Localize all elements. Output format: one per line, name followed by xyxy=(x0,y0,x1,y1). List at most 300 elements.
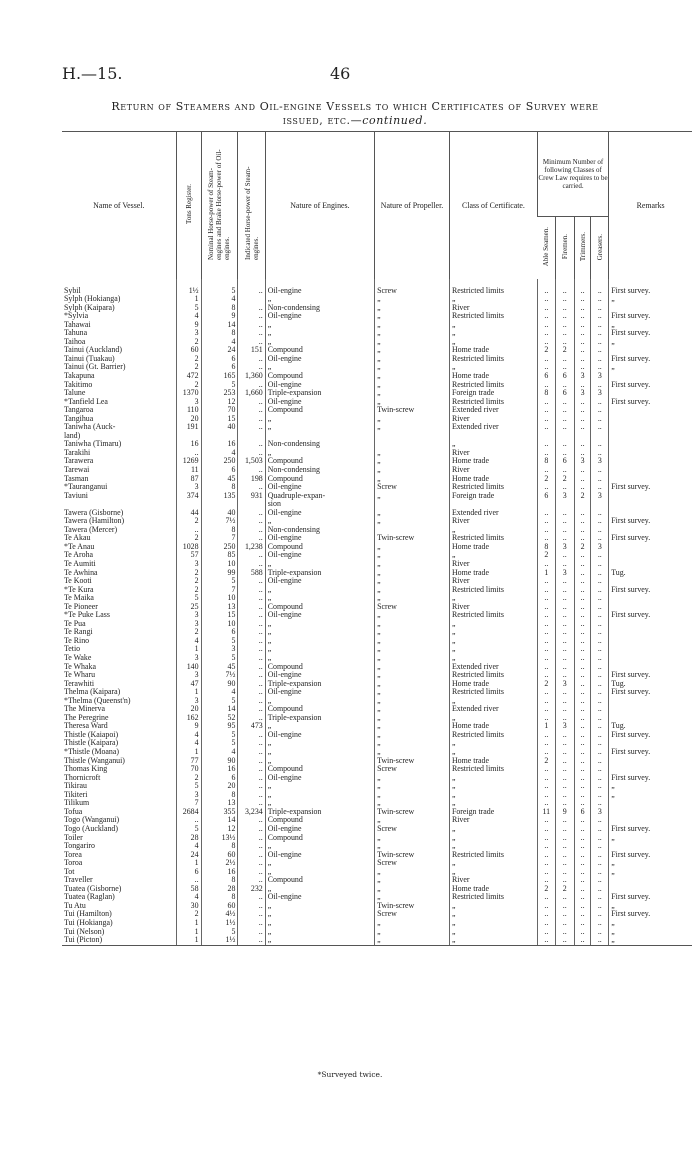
cell-propeller: Twin-screw xyxy=(375,757,450,766)
cell-remarks: „ xyxy=(609,868,692,877)
cell-remarks xyxy=(609,654,692,663)
cell-remarks: „ xyxy=(609,295,692,304)
cell-remarks: First survey. xyxy=(609,688,692,697)
table-row xyxy=(62,509,692,518)
cell-remarks: „ xyxy=(609,936,692,945)
cell-able-seamen: .. xyxy=(537,423,555,432)
col-greasers-label: Greasers. xyxy=(595,233,604,260)
col-tons-label: Tons Register. xyxy=(184,184,193,225)
table-row xyxy=(62,919,692,928)
cell-nominal-hp: 4 xyxy=(201,688,238,697)
cell-remarks xyxy=(609,304,692,313)
cell-trimmers: .. xyxy=(574,765,591,774)
cell-trimmers: .. xyxy=(574,645,591,654)
cell-nominal-hp: 4½ xyxy=(201,910,238,919)
cell-vessel-name: Togo (Auckland) xyxy=(64,824,119,833)
cell-greasers: .. xyxy=(591,910,609,919)
cell-greasers: .. xyxy=(591,594,609,603)
cell-able-seamen: 1 xyxy=(537,569,555,578)
cell-firemen: .. xyxy=(555,295,574,304)
cell-indicated-hp: .. xyxy=(238,842,265,851)
cell-propeller: „ xyxy=(375,893,450,902)
cell-propeller: „ xyxy=(375,423,450,432)
cell-propeller: „ xyxy=(375,645,450,654)
cell-certificate: Extended river xyxy=(449,406,537,415)
cell-engines: Triple-expansion xyxy=(265,714,374,723)
cell-tons: 3 xyxy=(176,483,201,492)
cell-indicated-hp: .. xyxy=(238,705,265,714)
cell-indicated-hp: .. xyxy=(238,893,265,902)
cell-trimmers: .. xyxy=(574,449,591,458)
cell-certificate: „ xyxy=(449,551,537,560)
table-row xyxy=(62,449,692,458)
cell-tons: 162 xyxy=(176,714,201,723)
cell-vessel-name: Tui (Nelson) xyxy=(64,927,105,936)
cell-nominal-hp: 13 xyxy=(201,603,238,612)
cell-indicated-hp: .. xyxy=(238,287,265,296)
cell-certificate: „ xyxy=(449,329,537,338)
cell-indicated-hp: .. xyxy=(238,338,265,347)
cell-propeller: „ xyxy=(375,475,450,484)
cell-certificate: River xyxy=(449,415,537,424)
cell-tons: 472 xyxy=(176,372,201,381)
cell-propeller: „ xyxy=(375,329,450,338)
cell-nominal-hp: 5 xyxy=(201,287,238,296)
table-row xyxy=(62,543,692,552)
cell-indicated-hp: .. xyxy=(238,312,265,321)
cell-greasers: .. xyxy=(591,714,609,723)
cell-indicated-hp: .. xyxy=(238,586,265,595)
cell-vessel-name: The Peregrine xyxy=(64,713,109,722)
cell-certificate: River xyxy=(449,449,537,458)
cell-trimmers: .. xyxy=(574,902,591,911)
cell-firemen: .. xyxy=(555,697,574,706)
cell-able-seamen: 6 xyxy=(537,492,555,501)
col-indicated-hp-header xyxy=(238,132,265,279)
cell-tons: 1 xyxy=(176,928,201,937)
cell-greasers: .. xyxy=(591,287,609,296)
cell-trimmers: .. xyxy=(574,569,591,578)
cell-greasers: 3 xyxy=(591,543,609,552)
cell-engines: „ xyxy=(265,799,374,808)
cell-nominal-hp: 5 xyxy=(201,654,238,663)
cell-trimmers: .. xyxy=(574,594,591,603)
cell-engines: „ xyxy=(265,902,374,911)
cell-remarks xyxy=(609,457,692,466)
col-trimmers-label: Trimmers. xyxy=(578,232,587,262)
table-row xyxy=(62,774,692,783)
col-nominal-hp-label: Nominal Horse-power of Steam-engines and Brake Horse-power of Oil-engines. xyxy=(207,149,232,261)
cell-engines: Oil-engine xyxy=(265,398,374,407)
cell-propeller: „ xyxy=(375,560,450,569)
cell-engines: Non-condensing xyxy=(265,466,374,475)
cell-trimmers: .. xyxy=(574,697,591,706)
cell-firemen: .. xyxy=(555,577,574,586)
cell-trimmers: .. xyxy=(574,398,591,407)
cell-greasers: .. xyxy=(591,757,609,766)
cell-certificate: Home trade xyxy=(449,372,537,381)
cell-indicated-hp: .. xyxy=(238,381,265,390)
cell-propeller: Screw xyxy=(375,765,450,774)
cell-trimmers: .. xyxy=(574,928,591,937)
cell-propeller xyxy=(375,440,450,449)
cell-tons xyxy=(176,500,201,509)
cell-remarks: First survey. xyxy=(609,731,692,740)
table-row xyxy=(62,868,692,877)
cell-vessel-name: Tangihua xyxy=(64,414,94,423)
cell-able-seamen: .. xyxy=(537,748,555,757)
col-indicated-hp-label: Indicated Horse-power of Steam-engines. xyxy=(243,166,260,261)
table-row xyxy=(62,859,692,868)
cell-greasers: .. xyxy=(591,355,609,364)
cell-nominal-hp: 14 xyxy=(201,321,238,330)
cell-nominal-hp: 52 xyxy=(201,714,238,723)
cell-nominal-hp: 8 xyxy=(201,526,238,535)
cell-propeller: „ xyxy=(375,449,450,458)
cell-engines: Compound xyxy=(265,765,374,774)
cell-indicated-hp: .. xyxy=(238,757,265,766)
cell-firemen: .. xyxy=(555,731,574,740)
cell-engines: „ xyxy=(265,415,374,424)
cell-greasers: .. xyxy=(591,440,609,449)
cell-able-seamen: .. xyxy=(537,739,555,748)
cell-vessel-name: Tahawai xyxy=(64,320,91,329)
cell-trimmers: .. xyxy=(574,885,591,894)
cell-propeller: Screw xyxy=(375,859,450,868)
cell-vessel-name: Tangaroa xyxy=(64,406,94,415)
cell-trimmers xyxy=(574,432,591,441)
cell-indicated-hp: .. xyxy=(238,868,265,877)
page-number: 46 xyxy=(330,64,351,83)
col-able-seamen-header xyxy=(537,217,555,279)
cell-greasers: .. xyxy=(591,551,609,560)
cell-vessel-name: Taihoa xyxy=(64,337,86,346)
cell-remarks xyxy=(609,526,692,535)
cell-indicated-hp: .. xyxy=(238,423,265,432)
cell-propeller: „ xyxy=(375,714,450,723)
cell-vessel-name: Tawera (Mercer) xyxy=(64,525,118,534)
cell-propeller: „ xyxy=(375,748,450,757)
cell-nominal-hp: 24 xyxy=(201,346,238,355)
cell-engines: Compound xyxy=(265,705,374,714)
cell-remarks xyxy=(609,705,692,714)
cell-engines: Compound xyxy=(265,876,374,885)
cell-vessel-name: *Sylvia xyxy=(64,312,89,321)
cell-able-seamen: .. xyxy=(537,466,555,475)
cell-certificate: „ xyxy=(449,654,537,663)
cell-indicated-hp: .. xyxy=(238,551,265,560)
cell-vessel-name: Togo (Wanganui) xyxy=(64,816,120,825)
cell-remarks: First survey. xyxy=(609,893,692,902)
cell-vessel-name: Theresa Ward xyxy=(64,722,108,731)
cell-firemen: .. xyxy=(555,440,574,449)
cell-indicated-hp: 1,503 xyxy=(238,457,265,466)
cell-engines: Oil-engine xyxy=(265,671,374,680)
cell-certificate: „ xyxy=(449,748,537,757)
cell-able-seamen: .. xyxy=(537,816,555,825)
cell-able-seamen: .. xyxy=(537,321,555,330)
cell-engines: „ xyxy=(265,842,374,851)
cell-greasers: .. xyxy=(591,569,609,578)
cell-greasers: 3 xyxy=(591,492,609,501)
cell-able-seamen: .. xyxy=(537,765,555,774)
cell-trimmers: .. xyxy=(574,338,591,347)
table-row xyxy=(62,748,692,757)
cell-greasers: .. xyxy=(591,697,609,706)
table-row xyxy=(62,936,692,945)
cell-firemen: .. xyxy=(555,355,574,364)
cell-trimmers: .. xyxy=(574,406,591,415)
cell-propeller: „ xyxy=(375,363,450,372)
cell-able-seamen: .. xyxy=(537,483,555,492)
cell-greasers: .. xyxy=(591,748,609,757)
cell-indicated-hp: .. xyxy=(238,355,265,364)
cell-propeller: „ xyxy=(375,885,450,894)
table-row xyxy=(62,620,692,629)
cell-engines: Oil-engine xyxy=(265,287,374,296)
cell-indicated-hp: .. xyxy=(238,748,265,757)
cell-firemen: .. xyxy=(555,628,574,637)
cell-greasers: .. xyxy=(591,868,609,877)
cell-propeller: „ xyxy=(375,697,450,706)
cell-firemen: .. xyxy=(555,526,574,535)
cell-engines: „ xyxy=(265,560,374,569)
cell-propeller: „ xyxy=(375,688,450,697)
cell-remarks: „ xyxy=(609,919,692,928)
cell-firemen: .. xyxy=(555,406,574,415)
cell-nominal-hp: 10 xyxy=(201,594,238,603)
cell-nominal-hp: 253 xyxy=(201,389,238,398)
cell-greasers: .. xyxy=(591,637,609,646)
cell-remarks xyxy=(609,423,692,432)
cell-tons: 2 xyxy=(176,910,201,919)
cell-nominal-hp: 6 xyxy=(201,628,238,637)
cell-firemen: .. xyxy=(555,654,574,663)
cell-vessel-name: Tawera (Gisborne) xyxy=(64,508,124,517)
cell-greasers: .. xyxy=(591,398,609,407)
table-row xyxy=(62,628,692,637)
cell-propeller: „ xyxy=(375,594,450,603)
cell-nominal-hp: 6 xyxy=(201,355,238,364)
cell-remarks: First survey. xyxy=(609,825,692,834)
cell-greasers: .. xyxy=(591,876,609,885)
cell-greasers: .. xyxy=(591,534,609,543)
cell-nominal-hp: 4 xyxy=(201,338,238,347)
cell-trimmers: 2 xyxy=(574,492,591,501)
cell-engines: „ xyxy=(265,423,374,432)
table-row xyxy=(62,825,692,834)
cell-propeller: „ xyxy=(375,398,450,407)
cell-vessel-name: Tasman xyxy=(64,474,89,483)
cell-indicated-hp: 3,234 xyxy=(238,808,265,817)
table-row xyxy=(62,782,692,791)
cell-tons: 4 xyxy=(176,739,201,748)
cell-greasers: .. xyxy=(591,483,609,492)
cell-trimmers: .. xyxy=(574,688,591,697)
cell-greasers: .. xyxy=(591,329,609,338)
table-row xyxy=(62,304,692,313)
cell-able-seamen: .. xyxy=(537,936,555,945)
cell-indicated-hp: 588 xyxy=(238,569,265,578)
cell-trimmers: .. xyxy=(574,509,591,518)
cell-trimmers: .. xyxy=(574,440,591,449)
cell-indicated-hp: .. xyxy=(238,517,265,526)
cell-nominal-hp: 3 xyxy=(201,645,238,654)
cell-tons: 2 xyxy=(176,569,201,578)
cell-firemen: .. xyxy=(555,910,574,919)
cell-engines: „ xyxy=(265,517,374,526)
cell-engines: Compound xyxy=(265,372,374,381)
cell-engines: „ xyxy=(265,885,374,894)
cell-tons: 6 xyxy=(176,868,201,877)
cell-nominal-hp: 8 xyxy=(201,876,238,885)
cell-nominal-hp: 14 xyxy=(201,705,238,714)
cell-tons: 4 xyxy=(176,637,201,646)
cell-trimmers: 3 xyxy=(574,389,591,398)
cell-trimmers: .. xyxy=(574,517,591,526)
cell-vessel-name: *Te Anau xyxy=(64,542,95,551)
cell-certificate: „ xyxy=(449,868,537,877)
cell-nominal-hp: 5 xyxy=(201,637,238,646)
cell-remarks: First survey. xyxy=(609,398,692,407)
cell-tons: 1 xyxy=(176,919,201,928)
cell-greasers: .. xyxy=(591,577,609,586)
cell-propeller: „ xyxy=(375,868,450,877)
cell-nominal-hp: 10 xyxy=(201,620,238,629)
cell-trimmers: .. xyxy=(574,825,591,834)
cell-indicated-hp: .. xyxy=(238,902,265,911)
cell-firemen: .. xyxy=(555,466,574,475)
cell-indicated-hp: .. xyxy=(238,825,265,834)
cell-propeller: „ xyxy=(375,492,450,501)
cell-firemen: .. xyxy=(555,842,574,851)
cell-vessel-name: Te Wharu xyxy=(64,671,96,680)
table-row xyxy=(62,851,692,860)
cell-nominal-hp: 70 xyxy=(201,406,238,415)
cell-trimmers: 3 xyxy=(574,457,591,466)
cell-propeller: „ xyxy=(375,338,450,347)
cell-engines: Triple-expansion xyxy=(265,389,374,398)
cell-greasers: 3 xyxy=(591,389,609,398)
cell-greasers: .. xyxy=(591,526,609,535)
cell-nominal-hp: 165 xyxy=(201,372,238,381)
table-row xyxy=(62,842,692,851)
cell-tons: 1 xyxy=(176,295,201,304)
cell-trimmers: .. xyxy=(574,526,591,535)
cell-indicated-hp: .. xyxy=(238,663,265,672)
col-able-seamen-label: Able Seamen. xyxy=(542,227,551,267)
cell-nominal-hp: 1½ xyxy=(201,919,238,928)
cell-greasers: .. xyxy=(591,603,609,612)
table-row xyxy=(62,398,692,407)
cell-engines: Oil-engine xyxy=(265,509,374,518)
cell-propeller: „ xyxy=(375,389,450,398)
cell-certificate: River xyxy=(449,304,537,313)
cell-able-seamen: .. xyxy=(537,381,555,390)
table-row xyxy=(62,594,692,603)
cell-firemen: 3 xyxy=(555,543,574,552)
cell-engines: Non-condensing xyxy=(265,440,374,449)
cell-greasers: .. xyxy=(591,560,609,569)
cell-certificate: „ xyxy=(449,645,537,654)
return-table xyxy=(62,131,692,946)
cell-able-seamen: .. xyxy=(537,637,555,646)
cell-nominal-hp: 7½ xyxy=(201,671,238,680)
cell-certificate: „ xyxy=(449,363,537,372)
cell-firemen: .. xyxy=(555,902,574,911)
cell-certificate: River xyxy=(449,603,537,612)
cell-tons: 28 xyxy=(176,834,201,843)
cell-able-seamen: .. xyxy=(537,654,555,663)
cell-propeller: „ xyxy=(375,705,450,714)
cell-propeller: „ xyxy=(375,457,450,466)
cell-propeller: „ xyxy=(375,842,450,851)
cell-nominal-hp: 6 xyxy=(201,363,238,372)
cell-remarks xyxy=(609,663,692,672)
cell-indicated-hp: .. xyxy=(238,594,265,603)
cell-greasers: .. xyxy=(591,586,609,595)
cell-tons: 77 xyxy=(176,757,201,766)
table-row xyxy=(62,457,692,466)
cell-greasers: .. xyxy=(591,509,609,518)
cell-tons: 110 xyxy=(176,406,201,415)
cell-engines: sion xyxy=(265,500,374,509)
cell-remarks xyxy=(609,440,692,449)
cell-tons: 20 xyxy=(176,415,201,424)
cell-nominal-hp: 6 xyxy=(201,774,238,783)
col-firemen-label: Firemen. xyxy=(560,234,569,260)
cell-able-seamen: .. xyxy=(537,868,555,877)
cell-certificate: Foreign trade xyxy=(449,808,537,817)
cell-certificate: „ xyxy=(449,637,537,646)
cell-tons: 5 xyxy=(176,304,201,313)
cell-engines xyxy=(265,432,374,441)
cell-certificate: „ xyxy=(449,295,537,304)
cell-greasers: .. xyxy=(591,893,609,902)
cell-tons: .. xyxy=(176,816,201,825)
cell-tons: 140 xyxy=(176,663,201,672)
cell-firemen: .. xyxy=(555,338,574,347)
cell-nominal-hp: 10 xyxy=(201,560,238,569)
table-row xyxy=(62,312,692,321)
cell-able-seamen: .. xyxy=(537,611,555,620)
cell-nominal-hp: 8 xyxy=(201,842,238,851)
cell-vessel-name: Te Wake xyxy=(64,654,92,663)
cell-tons: 374 xyxy=(176,492,201,501)
cell-able-seamen: .. xyxy=(537,876,555,885)
cell-vessel-name: Te Rino xyxy=(64,636,90,645)
cell-remarks xyxy=(609,645,692,654)
cell-certificate: Home trade xyxy=(449,722,537,731)
cell-nominal-hp: 7 xyxy=(201,534,238,543)
cell-certificate: „ xyxy=(449,321,537,330)
cell-trimmers: .. xyxy=(574,799,591,808)
cell-remarks: „ xyxy=(609,791,692,800)
cell-engines: „ xyxy=(265,859,374,868)
cell-engines: Oil-engine xyxy=(265,577,374,586)
cell-trimmers: .. xyxy=(574,551,591,560)
cell-remarks xyxy=(609,466,692,475)
cell-vessel-name: Thistle (Wanganui) xyxy=(64,756,125,765)
cell-tons: 2 xyxy=(176,363,201,372)
cell-greasers: .. xyxy=(591,620,609,629)
cell-vessel-name: Toroa xyxy=(64,859,83,868)
cell-vessel-name: Tarewai xyxy=(64,465,90,474)
cell-tons: 44 xyxy=(176,509,201,518)
table-row xyxy=(62,287,692,296)
cell-firemen: 6 xyxy=(555,372,574,381)
cell-greasers: .. xyxy=(591,321,609,330)
